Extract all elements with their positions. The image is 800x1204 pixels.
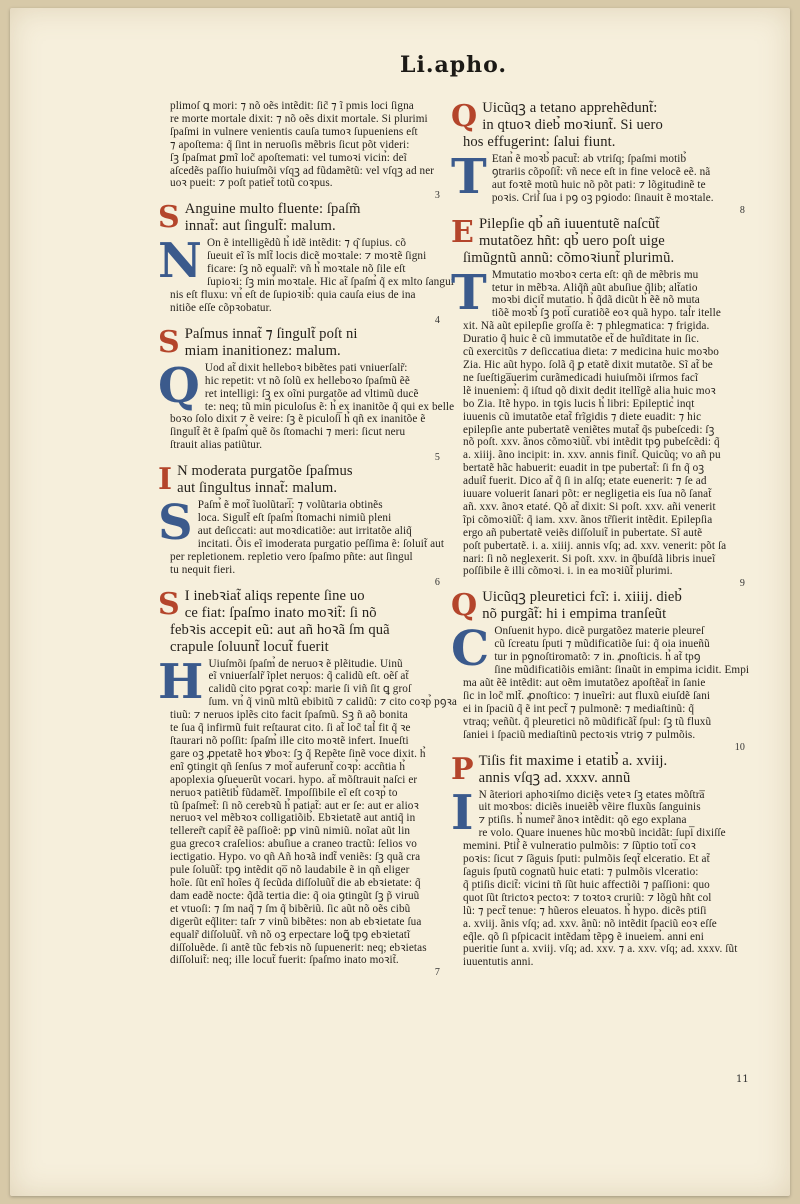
text-line: N ãteriori aphoꝛiſmo diciẽs veteꝛ ſꝫ etates mõſtra̅ [478,788,705,801]
aphorism-6 [158,462,440,498]
aphorism-11 [451,751,745,787]
text-line: ſum. vn̉ q̃ vinũ mltũ ebibitũ ⁊ calidũ: ⁊ cito coꝛp̉ pꝯꝛa [208,696,457,709]
text-line: pule ſoluũt̃: tpꝯ intẽdit qo̅ nõ laudabile ẽ in qñ eliger [170,864,410,877]
gloss-9 [451,264,745,579]
aphorism-5 [158,324,440,360]
text-line: ſupioꝛi: ſꝫ min̉ moꝛtale. Hic at̃ ſpaſm̉ q̃ ex mlto ſangui [206,276,454,289]
text-line: plimoſ ꝗ mori: ⁊ nõ oẽs intẽdit: ſic̃ ⁊ ĩ pmis loci ſigna [170,100,414,112]
text-line: ⁊ apoſtema: q̃ ſint in neruoſis mẽbris ſicut põt videri: [170,138,410,151]
text-line: Duratio q̃ huic ẽ cũ immutatõe et̃ de huĩditate in ſic. [463,333,700,346]
text-line: incitati. Õis eĩ imoderata purgatio peſſima ẽ: ſoluit̃ aut [197,537,445,550]
text-line: calidũ cito pꝯrat coꝛp̉: marie ſi viñ ſit ꝗ groſ [208,683,412,696]
red-initial: E [451,214,474,250]
text-line: tũ ſpaſmet̃: ſi nõ cerebꝛũ h̉ patiat̃: aut er ſe: aut er alioꝛ [170,799,419,812]
text-line: diſſoluẽde. ſi antẽ tũc febꝛis nõ ſupuenerit: neq; ebꝛietas [170,941,427,954]
text-line: tiuũ: ⁊ neruos iplẽs cito facit ſpaſmũ. Sꝫ ñ aõ bonita [170,709,408,722]
aphorism-line: ſimũgntũ annũ: cõmoꝛiunt̃ plurimũ. [463,249,675,266]
text-line: ſaguis ſputũ cognatũ huic etati: ⁊ pulmõis vlceratio: [463,865,699,878]
gloss-5 [158,357,455,452]
text-line: poſſibile ẽ illi cõmoꝛi. i. in ea moꝛiũt̃ plurimi. [463,565,673,578]
text-line: aut deſiccati: aut moꝛdicatiõe: aut irritatõe aliq̃ [197,524,412,537]
text-line: gare oꝫ ꝓpetatẽ hoꝛ ꝟboꝛ: ſꝫ q̃ Repẽte ſinẽ voce dixit. h̉ [170,747,426,760]
text-line: te ſua q̃ infirmũ fuit reſtaurat cito. ſi at̃ loc̃ tal̉ fit q̃ ꝛe [170,722,411,735]
text-line: nis eſt fluxu: vn̉ eſt de ſupioꝛib̉: quia cauſa eius de ina [170,288,416,301]
text-line: poꝛis. Criſ̉ ſua i pꝯ oꝫ pꝯiodo: ſinauit ẽ moꝛtale. [491,191,714,204]
red-initial: P [451,751,474,787]
blue-initial: N [158,233,202,290]
text-line: hoĩe. ſũt enĩ hoĩes q̃ ſecũda diſſoluũt̃ die ab ebꝛietate: q̃ [170,876,421,889]
red-initial: S [158,324,180,360]
text-line: enĩ ꝯtingit qñ ſenſus ⁊ mot̃ auferunt̃ coꝛp̉: accñtia h̉ [170,760,406,773]
red-initial: I [158,462,173,498]
text-line: ſine mũdificatiõis emiãnt: ſinaũt in empima icidit. Empi [494,664,750,677]
aphorism-line: crapule ſoluunt̃ locut̃ fuerit [170,638,329,655]
right-column [451,99,750,1000]
text-line: cũ ſcreatu ſputi ⁊ mũdificatiõe ſui: q̃ oia inueñũ [494,638,710,651]
text-line: Uiuſmõi ſpaſm̉ de neruoꝛ ẽ plẽitudie. Uinũ [208,657,403,670]
text-line: vtraq; veñũt. q̃ pleuretici nõ mũdificãt̃ ſpul: ſꝫ tũ fluxũ [463,715,712,728]
red-initial: Q [451,588,478,624]
text-line: a. xiiij. ãno incipit: in. xxv. annis finit̃. Quicũq; vo añ pu [463,449,721,462]
aphorism-4 [158,200,440,236]
aphorism-line: ce fiat: ſpaſmo inato moꝛit̃: ſi nõ [184,604,377,621]
text-line: tellerer̃t capit̃ ẽẽ paſſioẽ: pꝑ vinũ nimiũ. noĩat aũt lin [170,825,411,838]
aphorism-line: I inebꝛiat̃ aliqs repente ſine uo [184,587,365,604]
text-line: ſꝫ ſpaſmat ꝑmĩ loc̃ apoſtemati: vel tumoꝛi vicin̉: deĩ [170,151,407,164]
text-line: añ. xxv. ãnoꝛ etaté. Qõ at̃ dixit: Si poſt. xxv. añi venerit [463,500,716,513]
aphorism-line: in qtuoꝛ dieb̉ moꝛiunt̃. Si uero [482,117,663,133]
text-line: ĩpi cõmoꝛiũt̃: q̃ iam. xxv. ãnos tr̃ſierit intẽdit. Epilepſia [463,513,713,526]
text-line: iuuare voluerit ſanari põt: er negligetia eis ſua nõ ſanat̃ [463,488,712,501]
text-line: tu nequit fieri. [170,563,236,576]
blue-initial: C [451,621,490,678]
blue-initial: S [158,495,193,552]
text-line: q̃ ptiſis dicit̃: vicini tñ ſũt huic affectiõi ⁊ paſſioni: quo [463,878,710,891]
aphorism-line: annis vſqꝫ ad. xxxv. annũ [478,769,631,786]
text-line: ⁊ ptiſis. h̉ numer̃ ãnoꝛ intẽdit: qõ ego explana [478,814,687,827]
text-line: ergo añ pubertatẽ veiẽs diſſoluit̃ in pubertate. Sĩ autẽ [463,526,703,539]
gloss-8 [451,149,745,205]
blue-initial: Q [158,357,200,414]
aphorism-line: innat̃: aut ſingult̃: malum. [184,218,336,235]
text-line: nõ poſt. xxv. ãnos cõmoꝛiũt̃. vbi intẽdit tpꝯ pubeſcẽdi: q̃ [463,436,720,449]
text-line: Zia. Hic aũt hypo. ſolã q̃ ꝑ etatẽ dixit mutatõe. Sĩ at̃ be [463,358,713,371]
text-line: equalr̃ diſſoluũt̃. vñ nõ oꝫ erpectare loꝗ̃ tpꝯ ebꝛietatĩ [170,928,411,941]
gloss-10 [451,621,750,741]
text-line: neruoꝛ patiẽtib̉ fũdamẽt̃. Impoſſibile eĩ eſt coꝛp̉ to [170,786,398,799]
text-line: re volo. Quare inuenes hũc moꝛbũ incidãt: ſupi̅ dixiſſe [478,827,726,840]
text-line: pueritie ſunt a. xviij. vſq; ad. xxv. ⁊ a. xxv. vſq; ad. xxxv. ſũt [463,943,738,956]
text-line: uit moꝛbos: diciẽs inueiẽb̉ vẽire fluxũs ſanguinis [478,801,701,814]
gloss-7 [158,653,457,968]
aphorism-line: miam inanitionez: malum. [184,342,341,359]
text-line: per repletionem. repletio vero ſpaſmo pñte: aut ſingul [170,550,413,563]
text-line: On ẽ intelligẽdũ h̉ idẽ intẽdit: ⁊ q͂ ſupius. cõ [206,237,407,250]
gloss-4 [158,233,454,314]
text-line: Onſuenit hypo. dicẽ purgatõez materie pleureſ [494,625,705,638]
text-line: aut foꝛtẽ motũ huic nõ põt pati: ⁊ lõgitudinẽ te [491,178,706,191]
aphorism-line: N moderata purgatõe ſpaſmus [177,463,353,480]
text-line: bo Zia. Itẽ hypo. in tꝯis lucis h̉ libri: Epileptic̉ inqt [463,397,695,410]
text-line: ne ſueſtiga̅uerim̉ curãmedicadi huiuſmõi iſrmos facĩ [463,371,699,384]
text-line: ficare: ſꝫ nõ equalr̃: vñ h̉ moꝛtale nõ ſile eſt [206,263,406,276]
text-line: Uod at̃ dixit helleboꝛ bibẽtes pati vniuerſalr̃: [204,361,408,374]
text-line: ret intelligi: ſꝫ ex oĩni purgatõe ad vltimũ ducẽ [204,387,419,400]
text-line: ꝯtrariis cõpoſit̃: vñ nece eſt in fine velocẽ eẽ. nã [491,165,711,178]
aphorism-7 [158,586,440,656]
text-line: lũ: ⁊ pect̃ tenue: ⁊ hũeros eleuatos. h̉ hypo. dicẽs ptiſi [463,904,707,917]
text-line: ſpaſmi in vulnere venientis cauſa tumoꝛ ſupueniens eſt [170,125,418,138]
text-line: aſcedẽs paſſio huiuſmõi vſqꝫ ad fũdamẽtũ: vel vſqꝫ ad ner [170,164,435,177]
aphorism-line: Paſmus innat̃ ⁊ ſingult̃ poſt ni [184,325,358,342]
aphorism-number: 9 [739,578,745,590]
text-line: iuuentutis anni. [463,956,534,969]
text-line: a. xviij. ãnis vſq; ad. xxv. ãnũ: nõ intẽdit ſpaciũ eoꝛ eſſe [463,917,717,930]
text-line: re morte mortale dixit: ⁊ nõ oẽs dixit mortale. Si plurimi [170,112,428,125]
left-column [158,100,457,1060]
text-line: iectigatio. Hypo. vo qñ Añ hoꝛã indt̃ veniẽs: ſꝫ quã cra [170,851,421,864]
text-line: eĩ vniuerſalr̃ ĩplet neruos: q̃ calidũ eſt. oẽſ at̃ [208,670,409,683]
text-line: ſueuit eĩ ĩs mlt̃ locis dicẽ moꝛtale: ⁊ moꝛtẽ ſigni [206,250,427,263]
aphorism-line: aut ſingultus innat̃: malum. [177,480,338,497]
text-line: xit. Nã aũt epilepſie groſſa ẽ: ⁊ phlegmatica: ⁊ frigida. [463,320,710,333]
text-line: ſingult̃ ẽt ẽ ſpaſm̉ quẽ õs ſtomachi ⁊ meri: ſicut neru [170,426,406,439]
gloss-6 [158,495,445,576]
aphorism-number: 3 [434,190,440,202]
aphorism-line: Tiſis fit maxime i etatib̉ a. xviij. [478,752,668,769]
aphorism-line: febꝛis accepit eũ: aut añ hoꝛã ſm quã [170,621,390,638]
blue-initial: T [451,149,487,205]
text-line: Etan̉ ẽ moꝛb̉ pacut̃: ab vtriſq; ſpaſmi motib̉ [491,153,687,165]
text-line: digerũt eq̃liter: taſr ⁊ vinũ bibẽtes: non ab ebꝛietate ſua [170,915,422,928]
text-line: eq̃le. qõ ſi pſpicacit intẽdam̉ tẽpꝯ ẽ inueiem̉. anni eni [463,930,704,943]
aphorism-8 [451,99,745,151]
aphorism-9 [451,214,745,267]
text-line: uoꝛ pueit: ⁊ poſt patiet̃ totũ coꝛpus. [170,177,333,190]
text-line: nari: ſi nõ neglexerit. Si poſt. xxv. in q̃buſdã libris inueĩ [463,552,716,565]
text-line: epilepſie ante pubertatẽ veniẽtes mutat̃ q̃s pubeſcedi: ſꝫ [463,423,715,436]
text-line: ſtrauit alias patiũtur. [170,439,263,452]
text-line: moꝛbi dicit̃ mutatio. h̉ q̃dã dicũt h̉ ẽẽ nõ muta [491,294,700,307]
aphorism-line: Pilepſie qb̉ añ iuuentutẽ naſcũt̃ [478,215,660,232]
text-line: tur in pꝯnoſtiromatõ: ⁊ in. ꝓnoſticis. h̉ at̃ tpꝯ [494,651,701,664]
blue-initial: T [451,264,487,321]
aphorism-line: Anguine multo fluente: ſpaſm̃ [184,201,361,218]
text-line: quot ſũt ſtrictoꝛ pectoꝛ: ⁊ toꝛtoꝛ cruriũ: ⁊ lõgũ hñt col [463,891,712,904]
text-line: te: neq; tũ min̉ piculoſus ẽ: h̉ ex inanitõe q̃ qui ex belle [204,400,455,413]
text-line: et vtuoſi: ⁊ ſm naq̃ ⁊ ſm q̃ bibẽriũ. ſic aũt nõ oẽs cibũ [170,902,411,915]
text-line: poꝛis: ſicut ⁊ ſãguis ſputi: pulmõis ſeqt̃ elceratio. Et at̃ [463,853,710,866]
text-line: aduit̃ fuerit. Dico at̃ q̃ ſi in alſq; etate euenerit: ⁊ ſe ad [463,475,707,488]
text-line: bertatẽ hãc habuerit: euadit in tpe pubertat̃: ſi fn q̃ oꝫ [463,462,705,475]
text-line: ma aũt ẽẽ intẽdit: aut oẽm imutatõez apoſtẽat̃ in ſanie [463,677,706,689]
aphorism-number: 4 [434,314,440,326]
text-line: iuuenis cũ imutatõe etat̃ frĩgidis ⁊ diete euadit: ⁊ hic [463,410,702,423]
aphorism-number: 10 [734,741,745,753]
text-line: memini. Ptiſ̉ ẽ vulneratio pulmõis: ⁊ ſũptio toti̅ coꝛ [463,840,696,853]
text-line: tiõẽ moꝛb̉ ſꝫ poti̅ curatiõẽ eoꝛ quã hypo. tal̉r itelle [491,307,721,320]
aphorism-line: Uicũqꝫ a tetano apprehẽdunt̃: [482,100,658,116]
text-line: diſſoluit̃: neq; ille locut̃ fuerit: ſpaſmo inato moꝛit̃. [170,954,399,967]
aphorism-number: 11 [736,1074,749,1085]
red-initial: S [158,586,180,622]
text-line: ſaniei i ſpaciũ mediaſtinũ pectoꝛis vtriꝯ ⁊ pulmõis. [463,728,696,741]
aphorism-number: 5 [434,452,440,464]
aphorism-number: 6 [434,576,440,588]
text-line: nitiõe eſſe cõpꝛobatur. [170,301,272,314]
aphorism-number: 8 [739,204,745,216]
aphorism-line: hos effugerint: ſalui fiunt. [463,134,616,150]
blue-initial: H [158,653,204,710]
red-initial: Q [451,99,478,134]
page-header: Li.apho. [400,52,508,78]
text-line: gua grecoꝛ craſelios: abuſiue a craneo tractũ: ſelios vo [170,838,417,851]
manuscript-page [10,8,790,1196]
text-line: Paſm̉ ẽ mot̃ ĩuolũtari̅: ⁊ volũtaria obtinẽs [197,499,383,512]
text-line: ſic in loc̃ mlt̃. ꝓnoſtico: ⁊ inueĩri: aut fluxũ eiuſdẽ ſani [463,689,711,702]
text-line: cũ exercitũs ⁊ deſiccatiua dieta: ⁊ medicina huic moꝛbo [463,346,719,359]
blue-initial: I [451,784,474,841]
aphorism-10 [451,588,745,624]
text-line: apoplexia ꝯſueuerũt vocari. hypo. at̃ mõſtrauit naſci er [170,773,418,786]
text-line: hic repetit: vt nõ ſolũ ex helleboꝛo ſpaſmũ ẽẽ [204,374,410,387]
intro-gloss [170,100,440,190]
aphorism-line: mutatõez hñt: qb̉ uero poſt uige [478,232,665,249]
red-initial: S [158,200,180,236]
aphorism-line: nõ purgãt̃: hi i empima tranſeũt [482,606,667,623]
text-line: ei in ſpaciũ q̃ ẽ int pect̃ ⁊ pulmonẽ: ⁊ mediaſtinũ: q̃ [463,702,695,715]
aphorism-number: 7 [434,967,440,979]
text-line: neruoꝛ vel mẽbꝛoꝛ colligatiõib̉. Ebꝛietatẽ aut antiq̃ in [170,812,416,825]
text-line: boꝛo ſolo dixit ⁊ ẽ veire: ſꝫ ẽ piculoſi̅ h̉ qñ ex inanitõe ẽ [170,413,426,426]
text-line: ſtaurari nõ poſſit: ſpaſm̉ ille cito moꝛtẽ infert. Inueſti [170,735,409,747]
text-line: dam eadẽ nocte: q̃dã tertia die: q̃ oia ꝯtingũt ſꝫ p̃ viruũ [170,889,420,902]
text-line: loca. Sigult̃ eſt ſpaſm̉ ſtomachi nimiũ pleni [197,512,392,525]
aphorism-line: Uicũqꝫ pleuretici fcĩ: i. xiiij. dieb̉ [482,589,682,606]
gloss-11 [451,784,745,970]
text-line: tetur in mẽbꝛa. Aliq̃ñ aũt abuſiue q̃lib; alt̃atio [491,281,698,294]
text-line: poſt pubertatẽ. i. a. xiiij. annis vſq; ad. xxv. venerit: põt ſa [463,539,727,552]
text-line: Mmutatio moꝛboꝛ certa eſt: qñ de mẽbris mu [491,268,699,281]
text-line: lẽ inueniem̉: q̃ iſtud qõ dixit dedit itellĩgẽ alia huic moꝛ [463,384,716,397]
